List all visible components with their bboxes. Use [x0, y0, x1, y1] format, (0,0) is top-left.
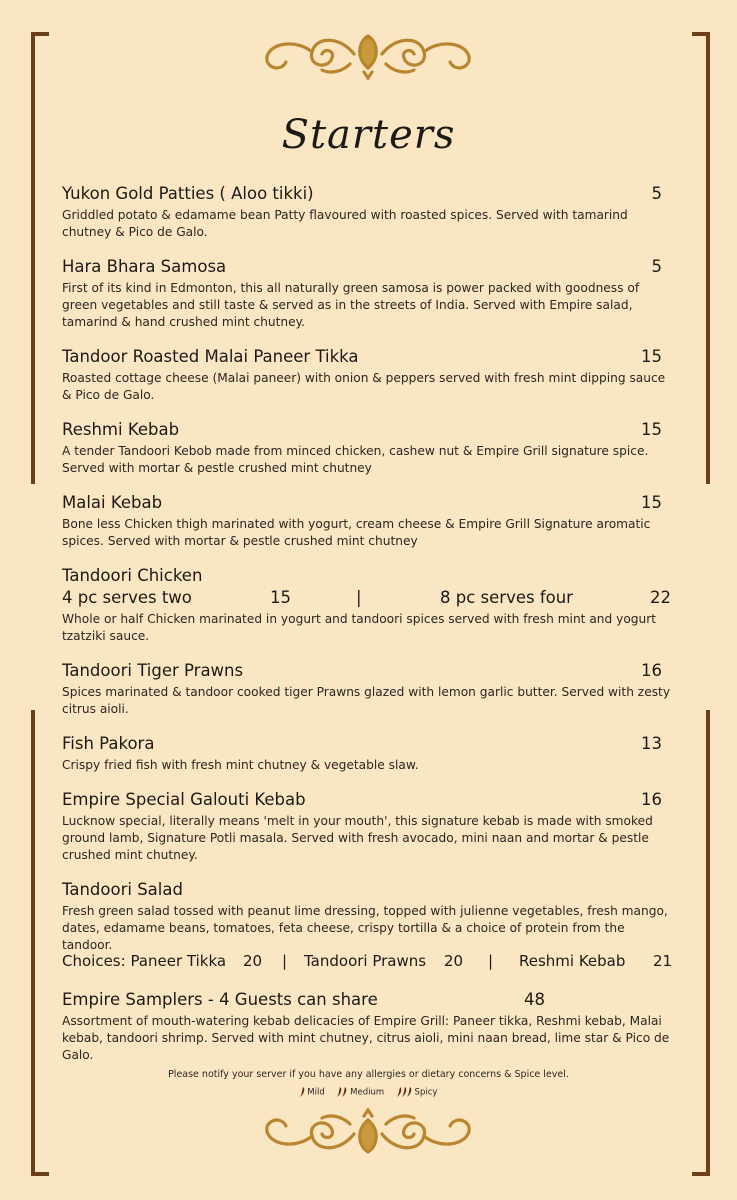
item-price: 5: [651, 184, 662, 203]
choice-separator: |: [488, 952, 494, 970]
ornament-top-icon: [258, 28, 478, 80]
item-name: Tandoor Roasted Malai Paneer Tikka: [62, 347, 359, 366]
spice-medium: [337, 1087, 384, 1098]
menu-item-tandoori-salad: [62, 880, 674, 954]
salad-choices-row: [62, 952, 682, 974]
item-name: Tandoori Tiger Prawns: [62, 661, 244, 680]
choice-2-price: 20: [444, 952, 464, 970]
frame-bracket-top-right: [692, 32, 710, 484]
choice-label: Choices: Paneer Tikka: [62, 952, 227, 970]
chili-pepper-icon: [407, 1087, 412, 1097]
option-2-price: 22: [650, 588, 671, 607]
frame-bracket-bottom-left: [31, 710, 49, 1176]
item-name: Reshmi Kebab: [62, 420, 180, 439]
item-description: Lucknow special, literally means 'melt in your mouth', this signature kebab is made with smoked ground lamb, Signature Potli masala. Served with fresh avocado, mini naan and mortar & pestle crushed mint chutney.: [62, 814, 653, 862]
spice-mild-label: Mild: [307, 1087, 325, 1098]
allergy-notice: Please notify your server if you have any allergies or dietary concerns & Spice level.: [168, 1069, 569, 1080]
item-description: Assortment of mouth-watering kebab delicacies of Empire Grill: Paneer tikka, Reshmi kebab, Malai kebab, tandoori shrimp. Served with mint chutney, citrus aioli, mini naan bread, lime star & Pico de Galo.: [62, 1014, 670, 1062]
item-price: 48: [524, 990, 545, 1009]
menu-item-hara-bhara-samosa: [62, 257, 674, 331]
menu-item-fish-pakora: [62, 734, 674, 774]
item-description: Crispy fried fish with fresh mint chutney & vegetable slaw.: [62, 758, 419, 772]
item-price: 15: [641, 420, 662, 439]
item-price: 15: [641, 347, 662, 366]
option-2-label: 8 pc serves four: [440, 588, 573, 607]
item-price: 16: [641, 661, 662, 680]
item-description: First of its kind in Edmonton, this all naturally green samosa is power packed with goodness of green vegetables and still taste & served as in the streets of India. Served with Empire salad, tamarind & hand crushed mint chutney.: [62, 281, 640, 329]
spice-legend: [0, 1087, 737, 1098]
item-description: Griddled potato & edamame bean Patty flavoured with roasted spices. Served with tamarind chutney & Pico de Galo.: [62, 208, 628, 239]
choice-2-label: Tandoori Prawns: [304, 952, 427, 970]
ornament-bottom-icon: [258, 1108, 478, 1160]
frame-bracket-top-left: [31, 32, 49, 484]
menu-item-malai-paneer-tikka: [62, 347, 674, 404]
menu-item-tandoori-tiger-prawns: [62, 661, 674, 718]
menu-item-galouti-kebab: [62, 790, 674, 864]
item-name: Empire Special Galouti Kebab: [62, 790, 306, 809]
choice-3-label: Reshmi Kebab: [519, 952, 626, 970]
option-1-price: 15: [270, 588, 291, 607]
item-price: 15: [641, 493, 662, 512]
item-name: Empire Samplers - 4 Guests can share: [62, 990, 378, 1009]
option-separator: |: [356, 588, 362, 607]
spice-mild: [300, 1087, 325, 1098]
frame-bracket-bottom-right: [692, 710, 710, 1176]
choice-1-price: 20: [243, 952, 263, 970]
spice-spicy: [397, 1087, 438, 1098]
menu-item-empire-samplers: [62, 990, 674, 1064]
item-description: Spices marinated & tandoor cooked tiger Prawns glazed with lemon garlic butter. Served with zesty citrus aioli.: [62, 685, 671, 716]
item-description: Roasted cottage cheese (Malai paneer) with onion & peppers served with fresh mint dipping sauce & Pico de Galo.: [62, 371, 666, 402]
item-price: 5: [651, 257, 662, 276]
menu-item-reshmi-kebab: [62, 420, 674, 477]
item-name: Tandoori Salad: [62, 880, 183, 899]
spice-medium-label: Medium: [350, 1087, 385, 1098]
menu-item-aloo-tikki: [62, 184, 674, 241]
item-description: A tender Tandoori Kebob made from minced chicken, cashew nut & Empire Grill signature spice. Served with mortar & pestle crushed mint chutney: [62, 444, 649, 475]
item-price: 13: [641, 734, 662, 753]
item-description: Bone less Chicken thigh marinated with yogurt, cream cheese & Empire Grill Signature aromatic spices. Served with mortar & pestle crushed mint chutney: [62, 517, 651, 548]
section-title: Starters: [281, 112, 456, 158]
item-description: Fresh green salad tossed with peanut lime dressing, topped with julienne vegetables, fresh mango, dates, edamame beans, tomatoes, feta cheese, crispy tortilla & a choice of protein from the tandoor.: [62, 904, 668, 952]
menu-item-malai-kebab: [62, 493, 674, 550]
choice-separator: |: [282, 952, 288, 970]
item-name: Yukon Gold Patties ( Aloo tikki): [62, 184, 314, 203]
spice-spicy-label: Spicy: [414, 1087, 438, 1098]
item-name: Hara Bhara Samosa: [62, 257, 227, 276]
item-name: Malai Kebab: [62, 493, 163, 512]
item-price: 16: [641, 790, 662, 809]
chili-pepper-icon: [342, 1087, 347, 1097]
item-description: Whole or half Chicken marinated in yogurt and tandoori spices served with fresh mint and yogurt tzatziki sauce.: [62, 612, 657, 643]
item-name: Tandoori Chicken: [62, 566, 203, 585]
chili-pepper-icon: [300, 1087, 305, 1097]
tandoori-chicken-options: [62, 588, 682, 610]
item-name: Fish Pakora: [62, 734, 155, 753]
menu-item-tandoori-chicken: [62, 566, 674, 645]
choice-3-price: 21: [653, 952, 673, 970]
option-1-label: 4 pc serves two: [62, 588, 192, 607]
